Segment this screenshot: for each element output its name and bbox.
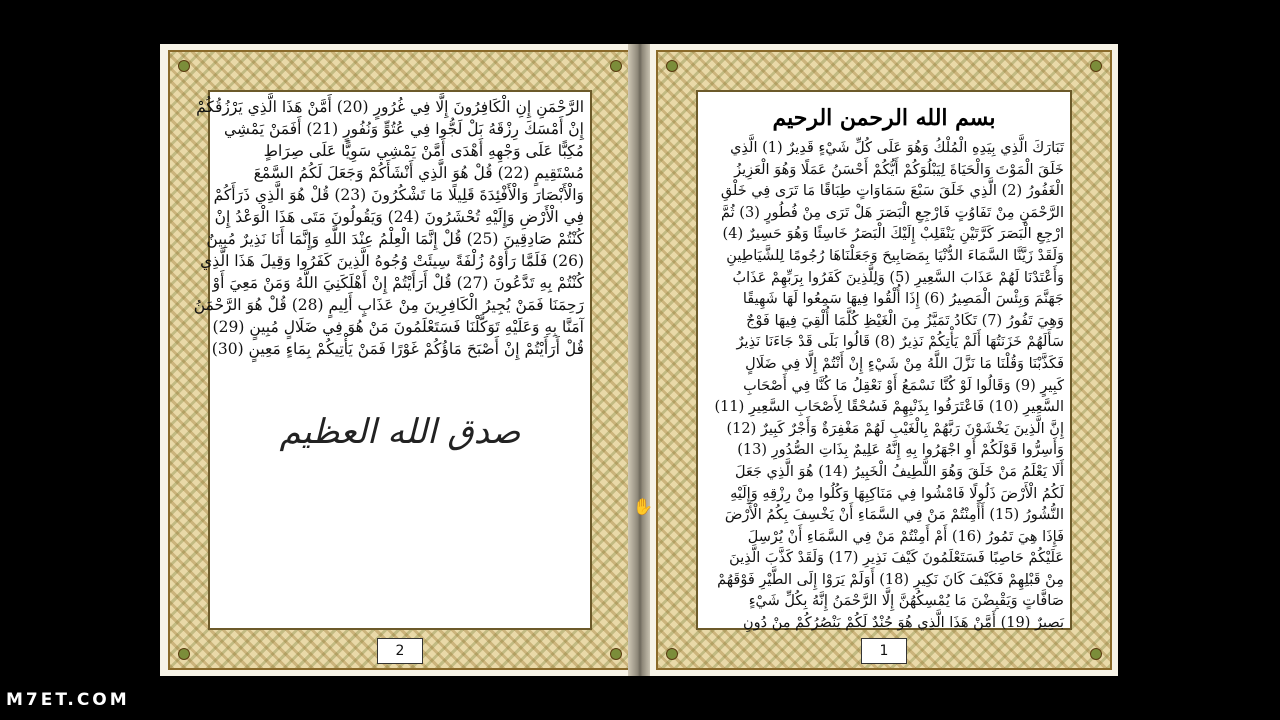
verse-text [193, 96, 584, 360]
verse-line: جَهَنَّمَ وَبِئْسَ الْمَصِيرُ (6) إِذَا أُلْقُوا فِيهَا سَمِعُوا لَهَا شَهِيقًا [742, 291, 1064, 308]
verse-line: (26) فَلَمَّا رَأَوْهُ زُلْفَةً سِيئَتْ وُجُوهُ الَّذِينَ كَفَرُوا وَقِيلَ هَذَا الَّذِي [200, 252, 584, 270]
left-page [160, 44, 640, 676]
right-page [650, 44, 1118, 676]
verse-line: بَصِيرٌ (19) أَمَّنْ هَذَا الَّذِي هُوَ جُنْدٌ لَكُمْ يَنْصُرُكُمْ مِنْ دُونِ [743, 615, 1064, 632]
ornament-icon [1090, 60, 1102, 72]
hand-cursor-icon: ✋ [633, 497, 653, 516]
watermark-logo: M7ET.COM [6, 690, 130, 710]
verse-line: آمَنَّا بِهِ وَعَلَيْهِ تَوَكَّلْنَا فَسَتَعْلَمُونَ مَنْ هُوَ فِي ضَلَالٍ مُبِينٍ (29) [212, 318, 584, 336]
closing-calligraphy: صدق الله العظيم [279, 412, 521, 452]
page-number: 2 [377, 638, 423, 664]
verse-line: صَافَّاتٍ وَيَقْبِضْنَ مَا يُمْسِكُهُنَّ إِلَّا الرَّحْمَنُ إِنَّهُ بِكُلِّ شَيْءٍ [748, 593, 1064, 610]
verse-line: خَلَقَ الْمَوْتَ وَالْحَيَاةَ لِيَبْلُوَكُمْ أَيُّكُمْ أَحْسَنُ عَمَلًا وَهُوَ الْعَزِيزُ [734, 161, 1064, 178]
verse-line: كُنْتُمْ بِهِ تَدَّعُونَ (27) قُلْ أَرَأَيْتُمْ إِنْ أَهْلَكَنِيَ اللَّهُ وَمَنْ مَعِيَ أَوْ [212, 274, 584, 292]
ornament-icon [610, 60, 622, 72]
verse-line: النُّشُورُ (15) أَأَمِنْتُمْ مَنْ فِي السَّمَاءِ أَنْ يَخْسِفَ بِكُمُ الْأَرْضَ [724, 507, 1064, 524]
verse-line: رَحِمَنَا فَمَنْ يُجِيرُ الْكَافِرِينَ مِنْ عَذَابٍ أَلِيمٍ (28) قُلْ هُوَ الرَّحْمَنُ [193, 296, 584, 314]
verse-line: وَهِيَ تَفُورُ (7) تَكَادُ تَمَيَّزُ مِنَ الْغَيْظِ كُلَّمَا أُلْقِيَ فِيهَا فَوْجٌ [746, 312, 1064, 329]
verse-line: وَلَقَدْ زَيَّنَّا السَّمَاءَ الدُّنْيَا بِمَصَابِيحَ وَجَعَلْنَاهَا رُجُومًا لِلشَّيَاطِينِ [726, 247, 1064, 264]
verse-line: تَبَارَكَ الَّذِي بِيَدِهِ الْمُلْكُ وَهُوَ عَلَى كُلِّ شَيْءٍ قَدِيرٌ (1) الَّذِي [730, 140, 1064, 156]
verse-line: الرَّحْمَنِ إِنِ الْكَافِرُونَ إِلَّا فِي غُرُورٍ (20) أَمَّنْ هَذَا الَّذِي يَرْزُقُكُمْ [196, 98, 584, 116]
verse-line: كُنْتُمْ صَادِقِينَ (25) قُلْ إِنَّمَا الْعِلْمُ عِنْدَ اللَّهِ وَإِنَّمَا أَنَا نَذِيرٌ مُبِينٌ [206, 230, 584, 248]
basmala-heading: بسم الله الرحمن الرحيم [772, 105, 996, 131]
verse-line: الْغَفُورُ (2) الَّذِي خَلَقَ سَبْعَ سَمَاوَاتٍ طِبَاقًا مَا تَرَى فِي خَلْقِ [720, 183, 1064, 200]
page-number: 1 [861, 638, 907, 664]
decorative-frame [656, 50, 1112, 670]
verse-line: سَأَلَهُمْ خَزَنَتُهَا أَلَمْ يَأْتِكُمْ نَذِيرٌ (8) قَالُوا بَلَى قَدْ جَاءَنَا نَذِيرٌ [736, 334, 1064, 351]
ornament-icon [1090, 648, 1102, 660]
ornament-icon [666, 648, 678, 660]
verse-line: فَكَذَّبْنَا وَقُلْنَا مَا نَزَّلَ اللَّهُ مِنْ شَيْءٍ إِنْ أَنْتُمْ إِلَّا فِي ضَلَالٍ [745, 355, 1064, 372]
verse-line: وَأَسِرُّوا قَوْلَكُمْ أَوِ اجْهَرُوا بِهِ إِنَّهُ عَلِيمٌ بِذَاتِ الصُّدُورِ (13) [737, 442, 1064, 459]
ornament-icon [610, 648, 622, 660]
verse-line: فِي الْأَرْضِ وَإِلَيْهِ تُحْشَرُونَ (24) وَيَقُولُونَ مَتَى هَذَا الْوَعْدُ إِنْ [214, 208, 584, 226]
verse-line: إِنْ أَمْسَكَ رِزْقَهُ بَلْ لَجُّوا فِي عُتُوٍّ وَنُفُورٍ (21) أَفَمَنْ يَمْشِي [224, 120, 584, 138]
verse-line: كَبِيرٍ (9) وَقَالُوا لَوْ كُنَّا نَسْمَعُ أَوْ نَعْقِلُ مَا كُنَّا فِي أَصْحَابِ [743, 377, 1064, 394]
book-spine [628, 44, 652, 676]
verse-line: إِنَّ الَّذِينَ يَخْشَوْنَ رَبَّهُمْ بِالْغَيْبِ لَهُمْ مَغْفِرَةٌ وَأَجْرٌ كَبِيرٌ (12) [726, 420, 1064, 437]
verse-line: أَلَا يَعْلَمُ مَنْ خَلَقَ وَهُوَ اللَّطِيفُ الْخَبِيرُ (14) هُوَ الَّذِي جَعَلَ [734, 463, 1064, 480]
verse-line: لَكُمُ الْأَرْضَ ذَلُولًا فَامْشُوا فِي مَنَاكِبِهَا وَكُلُوا مِنْ رِزْقِهِ وَإِلَيْهِ [730, 485, 1064, 502]
decorative-frame [168, 50, 632, 670]
verse-line: عَلَيْكُمْ حَاصِبًا فَسَتَعْلَمُونَ كَيْفَ نَذِيرِ (17) وَلَقَدْ كَذَّبَ الَّذِينَ [729, 550, 1064, 567]
ornament-icon [666, 60, 678, 72]
ornament-icon [178, 648, 190, 660]
verse-line: السَّعِيرِ (10) فَاعْتَرَفُوا بِذَنْبِهِمْ فَسُحْقًا لِأَصْحَابِ السَّعِيرِ (11) [714, 399, 1064, 416]
verse-line: فَإِذَا هِيَ تَمُورُ (16) أَمْ أَمِنْتُمْ مَنْ فِي السَّمَاءِ أَنْ يُرْسِلَ [747, 528, 1064, 545]
verse-line: الرَّحْمَنِ مِنْ تَفَاوُتٍ فَارْجِعِ الْبَصَرَ هَلْ تَرَى مِنْ فُطُورٍ (3) ثُمَّ [721, 204, 1064, 221]
verse-line: وَالْأَبْصَارَ وَالْأَفْئِدَةَ قَلِيلًا مَا تَشْكُرُونَ (23) قُلْ هُوَ الَّذِي ذَرَأَكُمْ [213, 186, 584, 204]
text-area [193, 90, 592, 630]
verse-line: مِنْ قَبْلِهِمْ فَكَيْفَ كَانَ نَكِيرِ (18) أَوَلَمْ يَرَوْا إِلَى الطَّيْرِ فَوْقَهُمْ [717, 571, 1064, 588]
verse-text [704, 138, 1064, 635]
verse-line: قُلْ أَرَأَيْتُمْ إِنْ أَصْبَحَ مَاؤُكُمْ غَوْرًا فَمَنْ يَأْتِيكُمْ بِمَاءٍ مَعِينٍ (30) [211, 340, 584, 358]
text-area [696, 90, 1072, 630]
verse-line: مُكِبًّا عَلَى وَجْهِهِ أَهْدَى أَمَّنْ يَمْشِي سَوِيًّا عَلَى صِرَاطٍ [263, 142, 584, 160]
verse-line: مُسْتَقِيمٍ (22) قُلْ هُوَ الَّذِي أَنْشَأَكُمْ وَجَعَلَ لَكُمُ السَّمْعَ [253, 164, 584, 182]
verse-line: وَأَعْتَدْنَا لَهُمْ عَذَابَ السَّعِيرِ (5) وَلِلَّذِينَ كَفَرُوا بِرَبِّهِمْ عَذَابُ [732, 269, 1064, 286]
ornament-icon [178, 60, 190, 72]
verse-line: ارْجِعِ الْبَصَرَ كَرَّتَيْنِ يَنْقَلِبْ إِلَيْكَ الْبَصَرُ خَاسِئًا وَهُوَ حَسِيرٌ (4) [722, 226, 1064, 243]
